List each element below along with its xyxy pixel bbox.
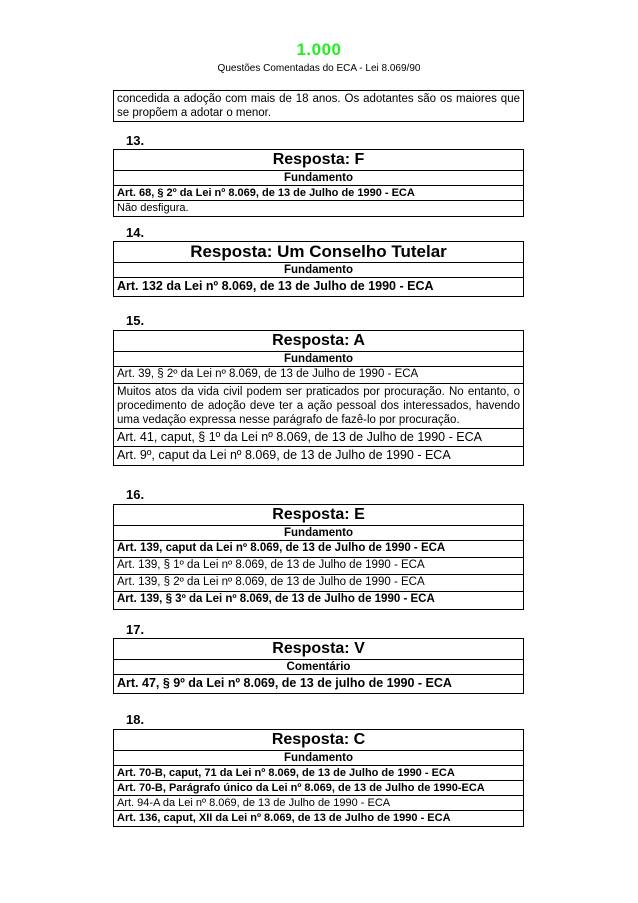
page-header bbox=[0, 40, 638, 75]
question-number: 16. bbox=[126, 487, 145, 502]
legal-reference: Art. 70-B, caput, 71 da Lei nº 8.069, de 13 de Julho de 1990 - ECA bbox=[114, 766, 523, 781]
answer-table-17 bbox=[113, 638, 524, 694]
section-label: Fundamento bbox=[114, 263, 523, 278]
legal-reference: Art. 139, § 2º da Lei nº 8.069, de 13 de Julho de 1990 - ECA bbox=[114, 575, 523, 592]
answer-label: Resposta: C bbox=[114, 730, 523, 751]
answer-label: Resposta: V bbox=[114, 639, 523, 660]
brand-title: 1.000 bbox=[296, 40, 342, 59]
question-number: 13. bbox=[126, 133, 145, 148]
legal-reference: Art. 139, § 1º da Lei nº 8.069, de 13 de Julho de 1990 - ECA bbox=[114, 558, 523, 575]
legal-reference: Art. 94-A da Lei nº 8.069, de 13 de Julho de 1990 - ECA bbox=[114, 796, 523, 811]
legal-reference: Art. 70-B, Parágrafo único da Lei nº 8.069, de 13 de Julho de 1990-ECA bbox=[114, 781, 523, 796]
section-label: Comentário bbox=[114, 660, 523, 675]
document-subtitle: Questões Comentadas do ECA - Lei 8.069/90 bbox=[217, 63, 421, 74]
question-number: 15. bbox=[126, 313, 145, 328]
question-number: 18. bbox=[126, 712, 145, 727]
question-number: 17. bbox=[126, 622, 145, 637]
answer-label: Resposta: E bbox=[114, 505, 523, 526]
legal-reference: Art. 136, caput, XII da Lei nº 8.069, de 13 de Julho de 1990 - ECA bbox=[117, 812, 451, 824]
intro-text-box: concedida a adoção com mais de 18 anos. Os adotantes são os maiores que se propõem a adotar o menor. bbox=[113, 90, 524, 122]
legal-reference: Art. 139, caput da Lei nº 8.069, de 13 de Julho de 1990 - ECA bbox=[114, 541, 523, 558]
answer-table-13 bbox=[113, 149, 524, 217]
legal-reference: Art. 139, § 3º da Lei nº 8.069, de 13 de Julho de 1990 - ECA bbox=[117, 593, 435, 605]
legal-reference: Art. 47, § 9º da Lei nº 8.069, de 13 de julho de 1990 - ECA bbox=[117, 676, 452, 690]
section-label: Fundamento bbox=[114, 526, 523, 541]
section-label: Fundamento bbox=[114, 751, 523, 766]
section-label: Fundamento bbox=[114, 171, 523, 186]
answer-label: Resposta: A bbox=[114, 331, 523, 352]
legal-reference: Art. 9º, caput da Lei nº 8.069, de 13 de Julho de 1990 - ECA bbox=[117, 448, 451, 462]
question-number: 14. bbox=[126, 225, 145, 240]
answer-label: Resposta: F bbox=[114, 150, 523, 171]
comment-text: Muitos atos da vida civil podem ser praticados por procuração. No entanto, o procedimento de adoção deve ter a ação pessoal dos interessados, havendo uma vedação expressa nesse parágrafo de fazê-lo por procuração. bbox=[114, 384, 523, 429]
legal-reference: Art. 41, caput, § 1º da Lei nº 8.069, de 13 de Julho de 1990 - ECA bbox=[114, 429, 523, 447]
legal-reference: Art. 68, § 2º da Lei nº 8.069, de 13 de Julho de 1990 - ECA bbox=[114, 186, 523, 201]
answer-label: Resposta: Um Conselho Tutelar bbox=[114, 242, 523, 263]
answer-table-14 bbox=[113, 241, 524, 297]
answer-table-18 bbox=[113, 729, 524, 827]
legal-reference: Art. 39, § 2º da Lei nº 8.069, de 13 de Julho de 1990 - ECA bbox=[114, 367, 523, 384]
answer-table-15 bbox=[113, 330, 524, 466]
legal-reference: Art. 132 da Lei nº 8.069, de 13 de Julho de 1990 - ECA bbox=[117, 279, 434, 293]
answer-table-16 bbox=[113, 504, 524, 610]
section-label: Fundamento bbox=[114, 352, 523, 367]
comment-text: Não desfigura. bbox=[117, 202, 189, 214]
